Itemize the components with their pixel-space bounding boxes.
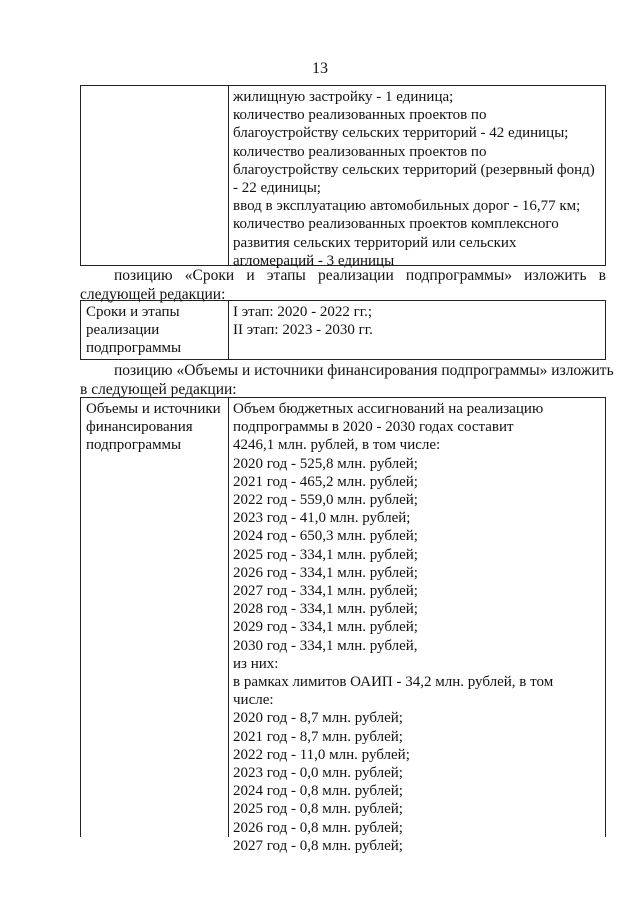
indicator-line: количество реализованных проектов по bbox=[233, 143, 487, 160]
funding-line: из них: bbox=[233, 655, 279, 672]
indicator-line: ввод в эксплуатацию автомобильных дорог - 16,77 км; bbox=[233, 198, 581, 215]
funding-line: 2022 год - 11,0 млн. рублей; bbox=[233, 746, 410, 763]
indicator-line: - 22 единицы; bbox=[233, 180, 321, 197]
funding-line: 2020 год - 525,8 млн. рублей; bbox=[233, 455, 418, 472]
funding-line: 2023 год - 41,0 млн. рублей; bbox=[233, 510, 411, 527]
funding-label-cell bbox=[81, 398, 229, 837]
funding-line: 2024 год - 650,3 млн. рублей; bbox=[233, 528, 418, 545]
indicator-line: агломераций - 3 единицы bbox=[233, 252, 395, 269]
funding-line: 2026 год - 334,1 млн. рублей; bbox=[233, 564, 418, 581]
label-line: подпрограммы bbox=[86, 437, 182, 454]
indicator-line: благоустройству сельских территорий (резервный фонд) bbox=[233, 161, 595, 178]
paragraph-line: следующей редакции: bbox=[80, 285, 226, 303]
paragraph-line: в следующей редакции: bbox=[80, 380, 237, 398]
stage-line: I этап: 2020 - 2022 гг.; bbox=[233, 304, 373, 320]
funding-line: 4246,1 млн. рублей, в том числе: bbox=[233, 437, 441, 454]
stage-line: II этап: 2023 - 2030 гг. bbox=[233, 322, 373, 339]
funding-line: 2021 год - 465,2 млн. рублей; bbox=[233, 473, 418, 490]
funding-line: 2030 год - 334,1 млн. рублей, bbox=[233, 637, 418, 654]
indicator-line: жилищную застройку - 1 единица; bbox=[233, 89, 454, 105]
indicators-table bbox=[80, 85, 606, 269]
funding-line: 2027 год - 0,8 млн. рублей; bbox=[233, 837, 403, 854]
funding-line: подпрограммы в 2020 - 2030 годах составит bbox=[233, 419, 514, 436]
funding-line: 2027 год - 334,1 млн. рублей; bbox=[233, 583, 418, 600]
funding-line: 2025 год - 0,8 млн. рублей; bbox=[233, 801, 403, 818]
label-line: Сроки и этапы bbox=[86, 304, 180, 320]
amendment-paragraph-funding bbox=[80, 362, 614, 399]
funding-line: 2024 год - 0,8 млн. рублей; bbox=[233, 783, 403, 800]
indicators-table-left-cell bbox=[81, 86, 229, 265]
funding-line: 2023 год - 0,0 млн. рублей; bbox=[233, 765, 403, 782]
paragraph-line: позицию «Сроки и этапы реализации подпрограммы» изложить в bbox=[114, 267, 606, 284]
terms-stages-value-cell bbox=[229, 301, 605, 359]
label-line: Объемы и источники bbox=[86, 401, 221, 417]
paragraph-line: позицию «Объемы и источники финансирования подпрограммы» изложить bbox=[114, 362, 614, 379]
indicators-table-right-cell bbox=[229, 86, 605, 269]
funding-table bbox=[80, 397, 606, 854]
terms-stages-table bbox=[80, 300, 606, 360]
funding-line: 2020 год - 8,7 млн. рублей; bbox=[233, 710, 403, 727]
label-line: подпрограммы bbox=[86, 340, 182, 357]
funding-line: числе: bbox=[233, 692, 274, 709]
funding-line: 2021 год - 8,7 млн. рублей; bbox=[233, 728, 403, 745]
funding-line: в рамках лимитов ОАИП - 34,2 млн. рублей, в том bbox=[233, 674, 554, 691]
indicator-line: развития сельских территорий или сельских bbox=[233, 234, 517, 251]
amendment-paragraph-terms bbox=[80, 267, 606, 304]
funding-line: 2022 год - 559,0 млн. рублей; bbox=[233, 492, 418, 509]
funding-line: 2029 год - 334,1 млн. рублей; bbox=[233, 619, 418, 636]
funding-line: 2025 год - 334,1 млн. рублей; bbox=[233, 546, 418, 563]
funding-line: Объем бюджетных ассигнований на реализацию bbox=[233, 401, 544, 417]
indicator-line: количество реализованных проектов комплексного bbox=[233, 216, 559, 233]
page-number: 13 bbox=[312, 60, 328, 77]
funding-line: 2026 год - 0,8 млн. рублей; bbox=[233, 819, 403, 836]
label-line: реализации bbox=[86, 322, 160, 339]
label-line: финансирования bbox=[86, 419, 193, 436]
indicator-line: благоустройству сельских территорий - 42 единицы; bbox=[233, 125, 569, 142]
funding-value-cell bbox=[229, 398, 605, 854]
indicator-line: количество реализованных проектов по bbox=[233, 107, 487, 124]
funding-line: 2028 год - 334,1 млн. рублей; bbox=[233, 601, 418, 618]
terms-stages-label-cell bbox=[81, 301, 229, 359]
